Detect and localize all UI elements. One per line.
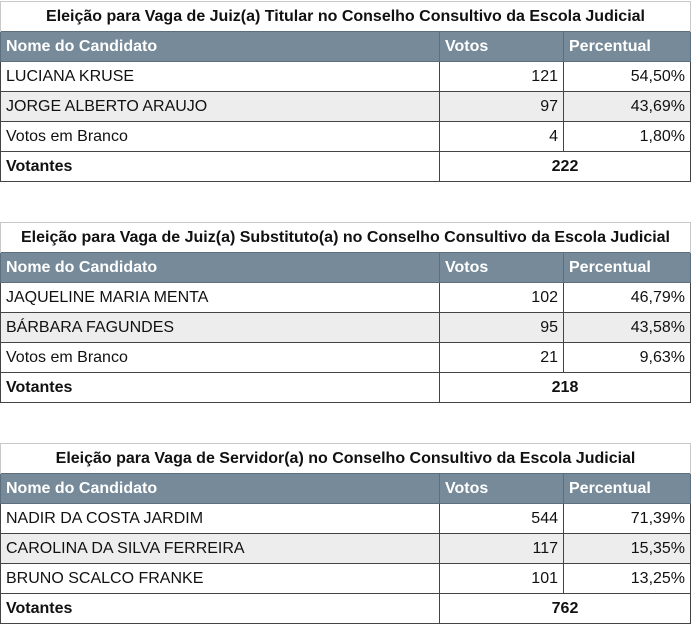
total-row	[1, 594, 691, 624]
table-row	[1, 534, 691, 564]
candidate-votes: 117	[440, 534, 564, 564]
total-label: Votantes	[1, 594, 440, 624]
candidate-votes: 97	[440, 92, 564, 122]
table-header-row	[1, 32, 691, 62]
candidate-name: LUCIANA KRUSE	[1, 62, 440, 92]
election-table-servidor	[0, 443, 691, 624]
total-row	[1, 152, 691, 182]
candidate-name: BRUNO SCALCO FRANKE	[1, 564, 440, 594]
candidate-votes: 544	[440, 504, 564, 534]
header-percent: Percentual	[564, 32, 691, 62]
total-label: Votantes	[1, 373, 440, 403]
table-row	[1, 343, 691, 373]
header-percent: Percentual	[564, 253, 691, 283]
table-header-row	[1, 474, 691, 504]
header-percent: Percentual	[564, 474, 691, 504]
table-row	[1, 62, 691, 92]
candidate-votes: 102	[440, 283, 564, 313]
candidate-name: BÁRBARA FAGUNDES	[1, 313, 440, 343]
table-row	[1, 92, 691, 122]
table-row	[1, 283, 691, 313]
total-value: 218	[440, 373, 691, 403]
total-value: 222	[440, 152, 691, 182]
candidate-percent: 15,35%	[564, 534, 691, 564]
total-value: 762	[440, 594, 691, 624]
election-table-juiz-substituto	[0, 222, 691, 403]
election-table-juiz-titular	[0, 1, 691, 182]
header-candidate-name: Nome do Candidato	[1, 32, 440, 62]
header-candidate-name: Nome do Candidato	[1, 474, 440, 504]
candidate-votes: 95	[440, 313, 564, 343]
candidate-percent: 71,39%	[564, 504, 691, 534]
table-title: Eleição para Vaga de Servidor(a) no Conselho Consultivo da Escola Judicial	[1, 444, 691, 474]
candidate-name: Votos em Branco	[1, 122, 440, 152]
table-row	[1, 564, 691, 594]
header-votes: Votos	[440, 474, 564, 504]
candidate-percent: 43,69%	[564, 92, 691, 122]
candidate-name: CAROLINA DA SILVA FERREIRA	[1, 534, 440, 564]
candidate-name: Votos em Branco	[1, 343, 440, 373]
header-candidate-name: Nome do Candidato	[1, 253, 440, 283]
candidate-name: JAQUELINE MARIA MENTA	[1, 283, 440, 313]
candidate-votes: 21	[440, 343, 564, 373]
candidate-votes: 4	[440, 122, 564, 152]
table-title: Eleição para Vaga de Juiz(a) Substituto(a) no Conselho Consultivo da Escola Judicial	[1, 223, 691, 253]
candidate-name: NADIR DA COSTA JARDIM	[1, 504, 440, 534]
candidate-percent: 13,25%	[564, 564, 691, 594]
total-label: Votantes	[1, 152, 440, 182]
total-row	[1, 373, 691, 403]
candidate-votes: 121	[440, 62, 564, 92]
table-row	[1, 313, 691, 343]
candidate-name: JORGE ALBERTO ARAUJO	[1, 92, 440, 122]
header-votes: Votos	[440, 32, 564, 62]
candidate-percent: 54,50%	[564, 62, 691, 92]
candidate-votes: 101	[440, 564, 564, 594]
table-title: Eleição para Vaga de Juiz(a) Titular no Conselho Consultivo da Escola Judicial	[1, 2, 691, 32]
candidate-percent: 43,58%	[564, 313, 691, 343]
table-row	[1, 504, 691, 534]
table-row	[1, 122, 691, 152]
header-votes: Votos	[440, 253, 564, 283]
table-header-row	[1, 253, 691, 283]
candidate-percent: 1,80%	[564, 122, 691, 152]
candidate-percent: 46,79%	[564, 283, 691, 313]
candidate-percent: 9,63%	[564, 343, 691, 373]
